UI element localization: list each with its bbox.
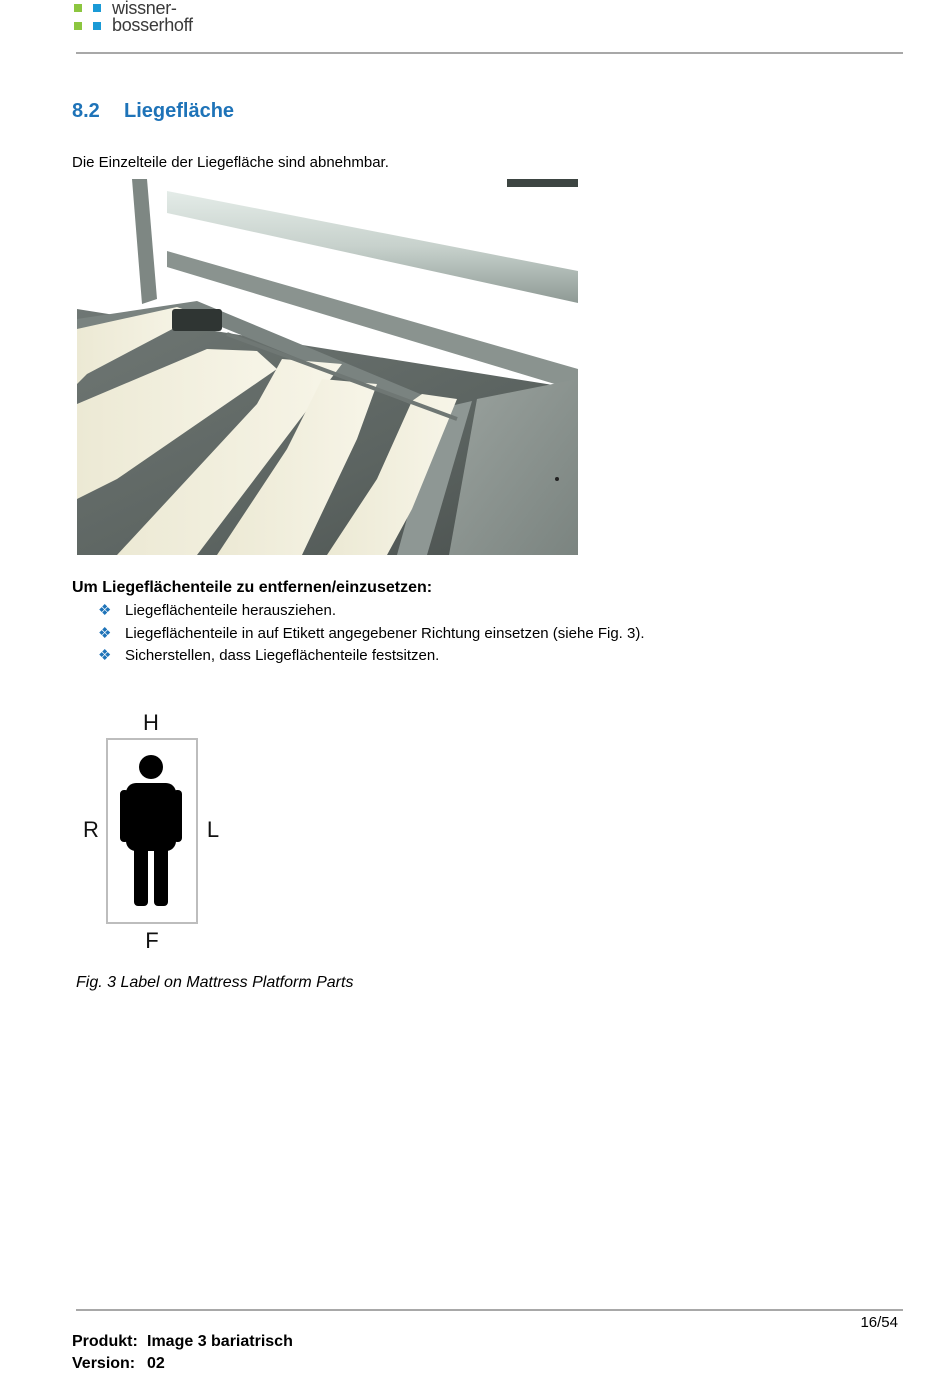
list-item: [98, 646, 645, 669]
product-value: Image 3 bariatrisch: [147, 1333, 293, 1350]
diamond-bullet-icon: ❖: [98, 602, 112, 619]
figure-caption: Fig. 3 Label on Mattress Platform Parts: [76, 974, 354, 991]
step-text: Liegeflächenteile herausziehen.: [125, 602, 336, 619]
list-item: [98, 601, 645, 624]
mattress-label-diagram: [76, 708, 236, 954]
label-top: H: [143, 710, 159, 735]
label-bottom: F: [145, 928, 159, 953]
intro-text: Die Einzelteile der Liegefläche sind abnehmbar.: [72, 154, 389, 171]
instruction-list: [98, 601, 645, 669]
step-text: Sicherstellen, dass Liegeflächenteile festsitzen.: [125, 647, 440, 664]
version-row: [72, 1353, 293, 1375]
product-label: Produkt:: [72, 1333, 138, 1350]
footer-divider: [76, 1309, 903, 1311]
bed-slats-photo: [77, 179, 578, 555]
section-title: Liegefläche: [124, 100, 235, 122]
logo-text-line1: wissner-: [112, 0, 177, 18]
section-heading: [72, 100, 234, 123]
logo-square-green-top: [74, 4, 82, 12]
header-divider: [76, 52, 903, 54]
instructions-title: Um Liegeflächenteile zu entfernen/einzusetzen:: [72, 579, 433, 596]
diamond-bullet-icon: ❖: [98, 647, 112, 664]
label-left: R: [83, 817, 99, 842]
diamond-bullet-icon: ❖: [98, 624, 112, 642]
product-row: [72, 1331, 293, 1353]
list-item: [98, 624, 645, 647]
step-text: Liegeflächenteile in auf Etikett angegebener Richtung einsetzen (siehe Fig. 3).: [125, 624, 645, 642]
logo-text-line2: bosserhoff: [112, 15, 193, 35]
logo-square-blue-bottom: [93, 22, 101, 30]
logo-square-green-bottom: [74, 22, 82, 30]
version-value: 02: [147, 1355, 165, 1372]
version-label: Version:: [72, 1355, 136, 1372]
page-number: 16/54: [860, 1314, 898, 1331]
label-right: L: [206, 817, 220, 842]
logo-square-blue-top: [93, 4, 101, 12]
footer-info: [72, 1331, 293, 1375]
section-number: 8.2: [72, 100, 100, 122]
